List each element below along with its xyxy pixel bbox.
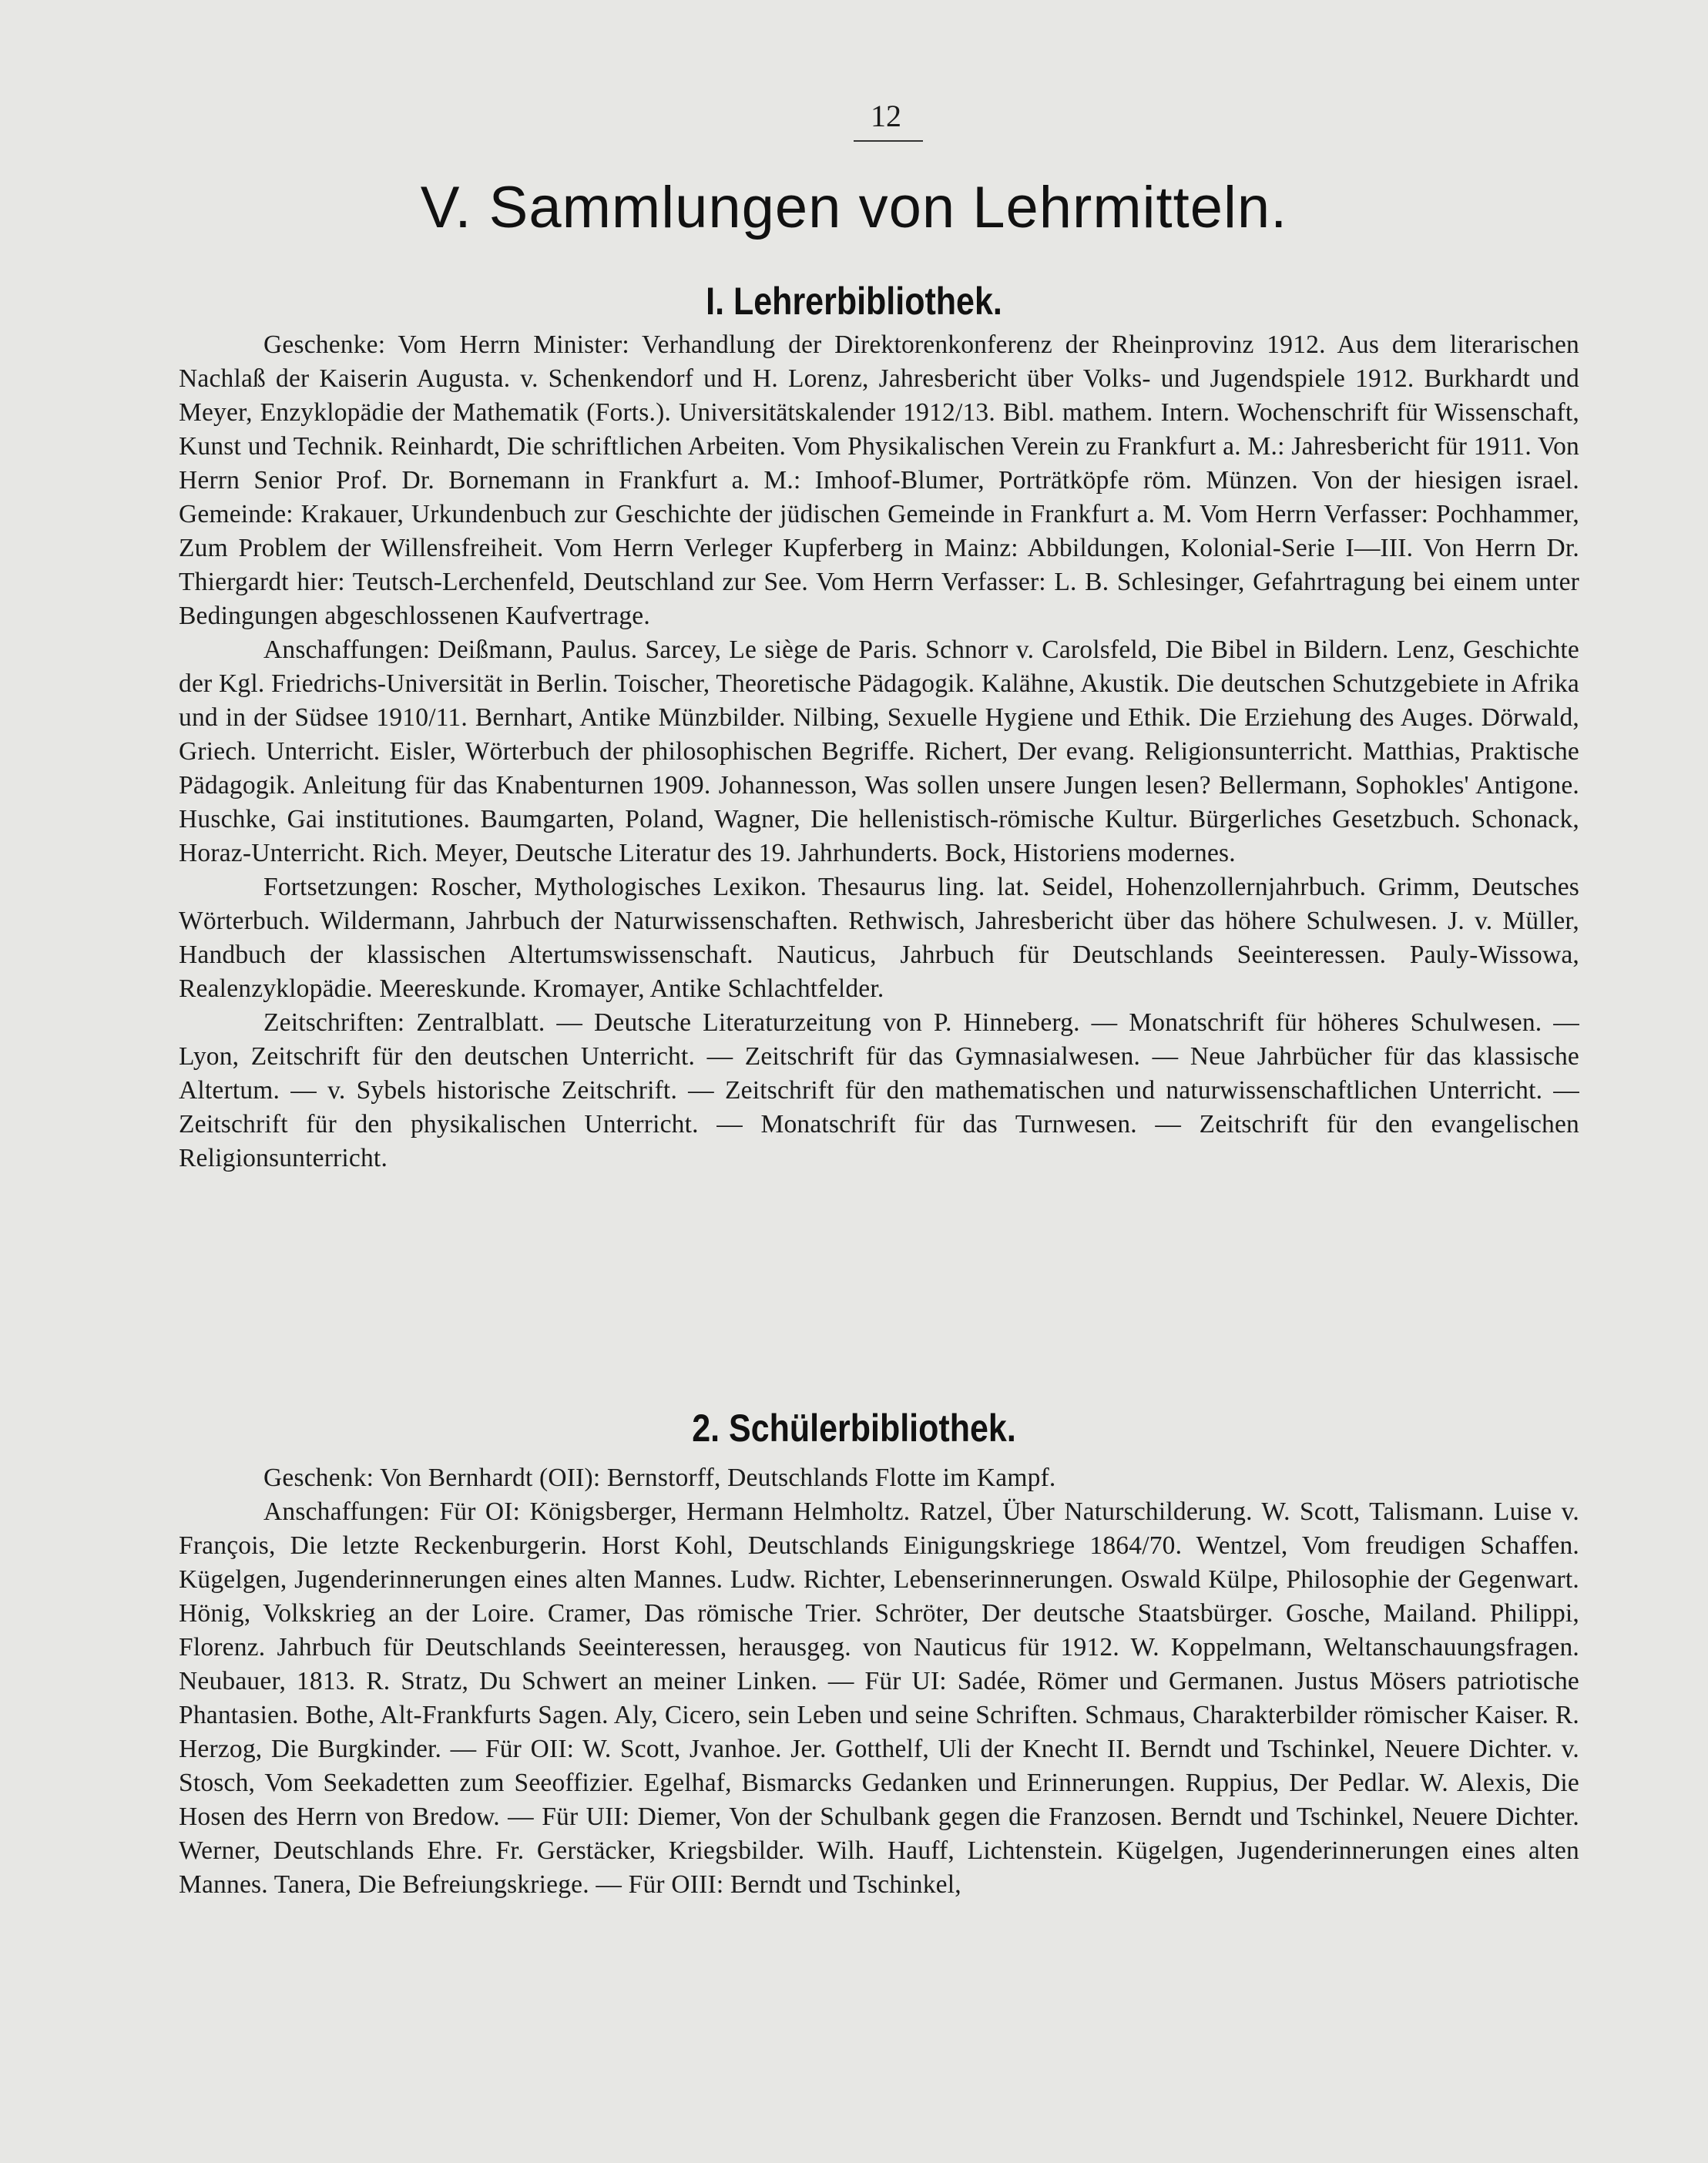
- section-heading-schuelerbibliothek: 2. Schülerbibliothek.: [692, 1407, 1016, 1450]
- section-body-schuelerbibliothek: [179, 1461, 1579, 1902]
- paragraph-anschaffungen: Anschaffungen: Deißmann, Paulus. Sarcey, Le siège de Paris. Schnorr v. Carolsfeld, Die Bibel in Bildern. Lenz, Geschichte der Kgl. Friedrichs-Universität in Berlin. Toischer, Theoretische Pädagogik. Kalähne, Akustik. Die deutschen Schutzgebiete in Afrika und in der Südsee 1910/11. Bernhart, Antike Münzbilder. Nilbing, Sexuelle Hygiene und Ethik. Die Erziehung des Auges. Dörwald, Griech. Unterricht. Eisler, Wörterbuch der philosophischen Begriffe. Richert, Der evang. Religionsunterricht. Matthias, Praktische Pädagogik. Anleitung für das Knabenturnen 1909. Johannesson, Was sollen unsere Jungen lesen? Bellermann, Sophokles' Antigone. Huschke, Gai institutiones. Baumgarten, Poland, Wagner, Die hellenistisch-römische Kultur. Bürgerliches Gesetzbuch. Schonack, Horaz-Unterricht. Rich. Meyer, Deutsche Literatur des 19. Jahrhunderts. Bock, Historiens modernes.: [179, 635, 1579, 867]
- paragraph-anschaffungen-schueler: Anschaffungen: Für OI: Königsberger, Hermann Helmholtz. Ratzel, Über Naturschilderung. W. Scott, Talismann. Luise v. François, Die letzte Reckenburgerin. Horst Kohl, Deutschlands Einigungskriege 1864/70. Wentzel, Vom freudigen Schaffen. Kügelgen, Jugenderinnerungen eines alten Mannes. Ludw. Richter, Lebenserinnerungen. Oswald Külpe, Philosophie der Gegenwart. Hönig, Volkskrieg an der Loire. Cramer, Das römische Trier. Schröter, Der deutsche Staatsbürger. Gosche, Mailand. Philippi, Florenz. Jahrbuch für Deutschlands Seeinteressen, herausgeg. von Nauticus für 1912. W. Koppelmann, Weltanschauungsfragen. Neubauer, 1813. R. Stratz, Du Schwert an meiner Linken. — Für UI: Sadée, Römer und Germanen. Justus Mösers patriotische Phantasien. Bothe, Alt-Frankfurts Sagen. Aly, Cicero, sein Leben und seine Schriften. Schmaus, Charakterbilder römischer Kaiser. R. Herzog, Die Burgkinder. — Für OII: W. Scott, Jvanhoe. Jer. Gotthelf, Uli der Knecht II. Berndt und Tschinkel, Neuere Dichter. v. Stosch, Vom Seekadetten zum Seeoffizier. Egelhaf, Bismarcks Gedanken und Erinnerungen. Ruppius, Der Pedlar. W. Alexis, Die Hosen des Herrn von Bredow. — Für UII: Diemer, Von der Schulbank gegen die Franzosen. Berndt und Tschinkel, Neuere Dichter. Werner, Deutschlands Ehre. Fr. Gerstäcker, Kriegsbilder. Wilh. Hauff, Lichtenstein. Kügelgen, Jugenderinnerungen eines alten Mannes. Tanera, Die Befreiungskriege. — Für OIII: Berndt und Tschinkel,: [179, 1497, 1579, 1899]
- section-body-lehrerbibliothek: [179, 328, 1579, 1175]
- paragraph-zeitschriften: Zeitschriften: Zentralblatt. — Deutsche Literaturzeitung von P. Hinneberg. — Monatschrift für höheres Schulwesen. — Lyon, Zeitschrift für den deutschen Unterricht. — Zeitschrift für das Gymnasialwesen. — Neue Jahrbücher für das klassische Altertum. — v. Sybels historische Zeitschrift. — Zeitschrift für den mathematischen und naturwissenschaftlichen Unterricht. — Zeitschrift für den physikalischen Unterricht. — Monatschrift für das Turnwesen. — Zeitschrift für den evangelischen Religionsunterricht.: [179, 1008, 1579, 1172]
- chapter-title: V. Sammlungen von Lehrmitteln.: [420, 175, 1288, 240]
- page-number-rule: [854, 140, 923, 142]
- page-number: 12: [871, 99, 901, 133]
- section-heading-lehrerbibliothek: I. Lehrerbibliothek.: [706, 280, 1002, 323]
- paragraph-fortsetzungen: Fortsetzungen: Roscher, Mythologisches Lexikon. Thesaurus ling. lat. Seidel, Hohenzollernjahrbuch. Grimm, Deutsches Wörterbuch. Wildermann, Jahrbuch der Naturwissenschaften. Rethwisch, Jahresbericht über das höhere Schulwesen. J. v. Müller, Handbuch der klassischen Altertumswissenschaft. Nauticus, Jahrbuch für Deutschlands Seeinteressen. Pauly-Wissowa, Realenzyklopädie. Meereskunde. Kromayer, Antike Schlachtfelder.: [179, 873, 1579, 1003]
- paragraph-geschenk: Geschenk: Von Bernhardt (OII): Bernstorff, Deutschlands Flotte im Kampf.: [263, 1464, 1056, 1492]
- paragraph-geschenke: Geschenke: Vom Herrn Minister: Verhandlung der Direktorenkonferenz der Rheinprovinz 1912. Aus dem literarischen Nachlaß der Kaiserin Augusta. v. Schenkendorf und H. Lorenz, Jahresbericht über Volks- und Jugendspiele 1912. Burkhardt und Meyer, Enzyklopädie der Mathematik (Forts.). Universitätskalender 1912/13. Bibl. mathem. Intern. Wochenschrift für Wissenschaft, Kunst und Technik. Reinhardt, Die schriftlichen Arbeiten. Vom Physikalischen Verein zu Frankfurt a. M.: Jahresbericht für 1911. Von Herrn Senior Prof. Dr. Bornemann in Frankfurt a. M.: Imhoof-Blumer, Porträtköpfe röm. Münzen. Von der hiesigen israel. Gemeinde: Krakauer, Urkundenbuch zur Geschichte der jüdischen Gemeinde in Frankfurt a. M. Vom Herrn Verfasser: Pochhammer, Zum Problem der Willensfreiheit. Vom Herrn Verleger Kupferberg in Mainz: Abbildungen, Kolonial-Serie I—III. Von Herrn Dr. Thiergardt hier: Teutsch-Lerchenfeld, Deutschland zur See. Vom Herrn Verfasser: L. B. Schlesinger, Gefahrtragung bei einem unter Bedingungen abgeschlossenen Kaufvertrage.: [179, 330, 1579, 630]
